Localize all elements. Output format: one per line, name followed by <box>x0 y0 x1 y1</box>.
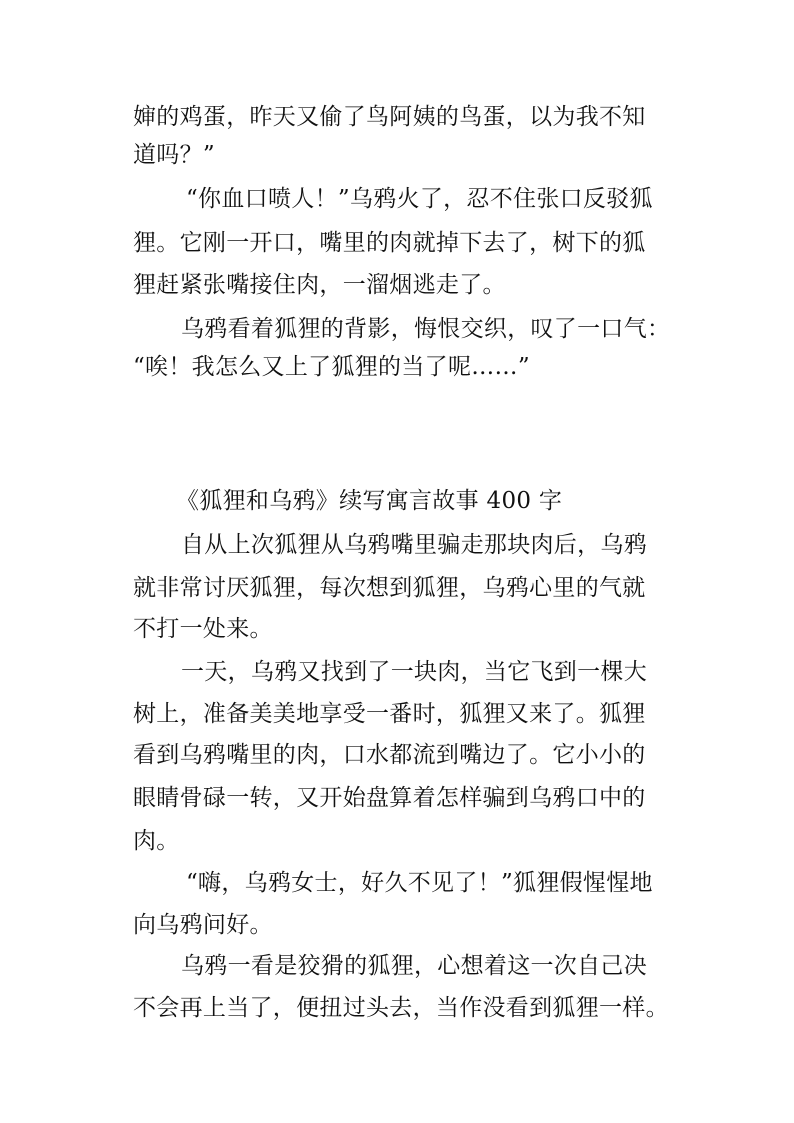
text-line: 向乌鸦问好。 <box>133 912 273 938</box>
text-line: 一天，乌鸦又找到了一块肉，当它飞到一棵大 <box>181 659 647 685</box>
text-line: 就非常讨厌狐狸，每次想到狐狸，乌鸦心里的气就 <box>133 575 646 601</box>
text-line: 乌鸦看着狐狸的背影，悔恨交织，叹了一口气： <box>181 316 671 342</box>
text-line: 乌鸦一看是狡猾的狐狸，心想着这一次自己决 <box>181 953 647 979</box>
text-line: “嗨，乌鸦女士，好久不见了！”狐狸假惺惺地 <box>186 870 653 896</box>
text-line: 肉。 <box>133 828 180 854</box>
text-line: 树上，准备美美地享受一番时，狐狸又来了。狐狸 <box>133 701 646 727</box>
text-line: 不会再上当了，便扭过头去，当作没看到狐狸一样。 <box>133 995 669 1021</box>
text-line: 狸赶紧张嘴接住肉，一溜烟逃走了。 <box>133 272 506 298</box>
text-line: 婶的鸡蛋，昨天又偷了鸟阿姨的鸟蛋，以为我不知 <box>133 104 646 130</box>
text-line: 看到乌鸦嘴里的肉，口水都流到嘴边了。它小小的 <box>133 742 646 768</box>
text-line: 不打一处来。 <box>133 616 273 642</box>
article-title: 《狐狸和乌鸦》续写寓言故事 400 字 <box>176 488 563 514</box>
text-line: 狸。它刚一开口，嘴里的肉就掉下去了，树下的狐 <box>133 230 646 256</box>
text-line: 眼睛骨碌一转，又开始盘算着怎样骗到乌鸦口中的 <box>133 785 646 811</box>
text-line: 道吗？” <box>133 142 215 168</box>
text-line: “你血口喷人！”乌鸦火了，忍不住张口反驳狐 <box>186 186 653 212</box>
text-line: “唉！我怎么又上了狐狸的当了呢……” <box>133 354 530 380</box>
text-line: 自从上次狐狸从乌鸦嘴里骗走那块肉后，乌鸦 <box>181 532 647 558</box>
